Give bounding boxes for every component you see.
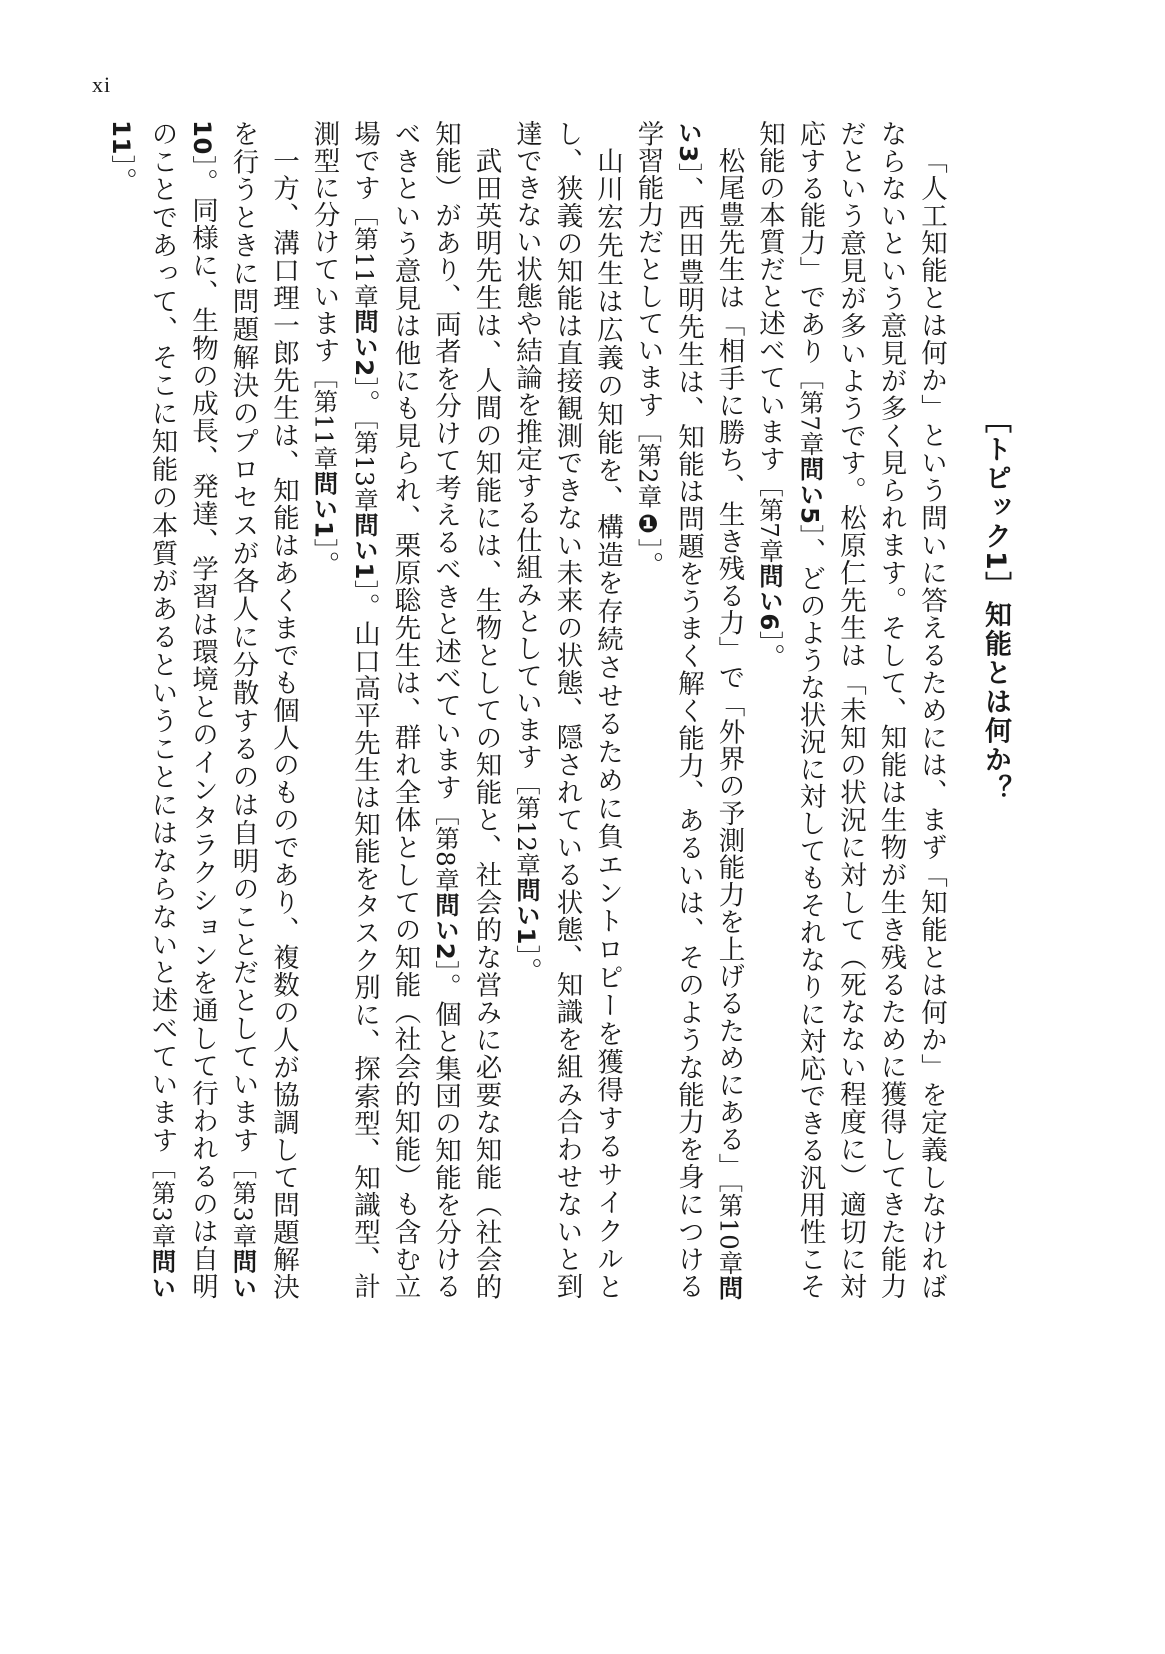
paragraph-1 — [749, 120, 952, 1300]
chapter-reference: ［第10章問い3］ — [674, 120, 744, 1300]
reference-question: 問い1 — [309, 471, 339, 539]
reference-question: 問い1 — [512, 877, 541, 946]
reference-chapter: 第12章 — [512, 795, 541, 878]
reference-question: 問い10 — [188, 120, 258, 1300]
paragraph-text: 。 — [349, 389, 380, 418]
body-text — [101, 120, 952, 1300]
reference-question: 問い1 — [350, 512, 379, 581]
paragraph-text: 。山口高平先生は知能をタスク別に、探索型、知識型、計測型に分けています — [308, 120, 380, 1301]
paragraph-text: 、どのような状況に対してもそれなりに対応できる汎用性こそ知能の本質だと述べています — [754, 120, 826, 1300]
reference-chapter: 第2章 — [633, 443, 663, 510]
reference-question: 問い6 — [755, 563, 784, 631]
paragraph-3 — [506, 120, 628, 1300]
reference-chapter: 第3章 — [147, 1180, 177, 1250]
reference-question: 問い2 — [350, 309, 379, 377]
paragraph-text: 。個と集団の知能を分けるべきという意見は他にも見られ、栗原聡先生は、群れ全体としての知能（社会的知能）も含む立場です — [349, 120, 461, 1301]
reference-question: 問い5 — [795, 456, 825, 525]
reference-question: 問い3 — [674, 120, 744, 1300]
reference-chapter: 第13章 — [350, 429, 379, 513]
chapter-reference: ［第7章問い6］ — [755, 472, 784, 644]
paragraph-text: 松尾豊先生は「相手に勝ち、生き残る力」で「外界の予測能力を上げるためにある」 — [713, 146, 745, 1180]
reference-question: 問い11 — [107, 120, 177, 1300]
reference-chapter: 第11章 — [309, 388, 339, 472]
paragraph-text: 。 — [511, 957, 542, 986]
paragraph-text: 。 — [106, 167, 137, 196]
paragraph-4: 武田英明先生は、人間の知能には、生物としての知能と、社会的な営みに必要な知能（社会的知能）があり、両者を分けて考えるべきと述べています［第8章問い2］。個と集団の知能を分けるべきという意見は他にも見られ、栗原聡先生は、群れ全体としての知能（社会的知能）も含む立場です［第11章問い2］。［第13章問い1］。山口高平先生は知能をタスク別に、探索型、知識型、計測型に分けています［第11章問い1］。 — [308, 120, 502, 1301]
paragraph-text: 山川宏先生は広義の知能を、構造を存続させるために負エントロピーを獲得するサイクルとし、狭義の知能は直接観測できない未来の状態、隠されている状態、知識を組み合わせないと到達できない状態や結論を推定する仕組みとしています — [511, 120, 623, 1300]
reference-chapter: 第11章 — [350, 226, 379, 310]
paragraph-text: 。同様に、生物の成長、発達、学習は環境とのインタラクションを通して行われるのは自明のことであって、そこに知能の本質があるということにはならないと述べています — [146, 120, 218, 1300]
chapter-reference: ［第3章問い11］ — [107, 120, 177, 1300]
chapter-reference: ［第11章問い2］ — [350, 201, 379, 390]
paragraph-text: 一方、溝口理一郎先生は、知能はあくまでも個人のものであり、複数の人が協調して問題解決を行うときに問題解決のプロセスが各人に分散するのは自明のことだとしています — [227, 120, 299, 1300]
reference-chapter: 第7章 — [755, 497, 784, 564]
paragraph-text: 。 — [754, 643, 785, 671]
chapter-reference: ［第13章問い1］ — [350, 417, 379, 594]
paragraph-text: 「人工知能とは何か」という問いに答えるためには、まず「知能とは何か」を定義しなければならないという意見が多く見られます。そして、知能は生物が生き残るために獲得してきた能力だという意見が多いようです。松原仁先生は「未知の状況に対して（死なない程度に）適切に対応する能力」であり — [794, 120, 947, 1300]
chapter-reference: ［第8章問い2］ — [431, 800, 460, 974]
reference-chapter: 第7章 — [795, 390, 825, 457]
topic-heading: ［トピック1］知能とは何か？ — [980, 406, 1011, 804]
paragraph-text: 。 — [632, 551, 664, 579]
reference-question: 問い2 — [431, 892, 460, 961]
paragraph-2 — [627, 120, 749, 1300]
reference-chapter: 第8章 — [431, 825, 460, 893]
chapter-reference: ［第11章問い1］ — [309, 363, 339, 552]
chapter-reference: ［第12章問い1］ — [512, 770, 541, 958]
paragraph-text: 、西田豊明先生は、知能は問題をうまく解く能力、あるいは、そのような能力を身につける学習能力だとしています — [632, 120, 704, 1300]
chapter-reference: ［第3章問い10］ — [188, 120, 258, 1300]
chapter-reference: ［第7章問い5］ — [795, 365, 825, 538]
page-number: xi — [92, 72, 112, 97]
chapter-reference: ［第2章❶］ — [633, 418, 663, 552]
paragraph-5 — [101, 120, 304, 1300]
paragraph-text: 武田英明先生は、人間の知能には、生物としての知能と、社会的な営みに必要な知能（社会的知能）があり、両者を分けて考えるべきと述べています — [430, 120, 502, 1300]
reference-chapter: 第10章 — [714, 1192, 744, 1276]
reference-chapter: 第3章 — [228, 1180, 258, 1250]
reference-question: ❶ — [633, 509, 663, 539]
